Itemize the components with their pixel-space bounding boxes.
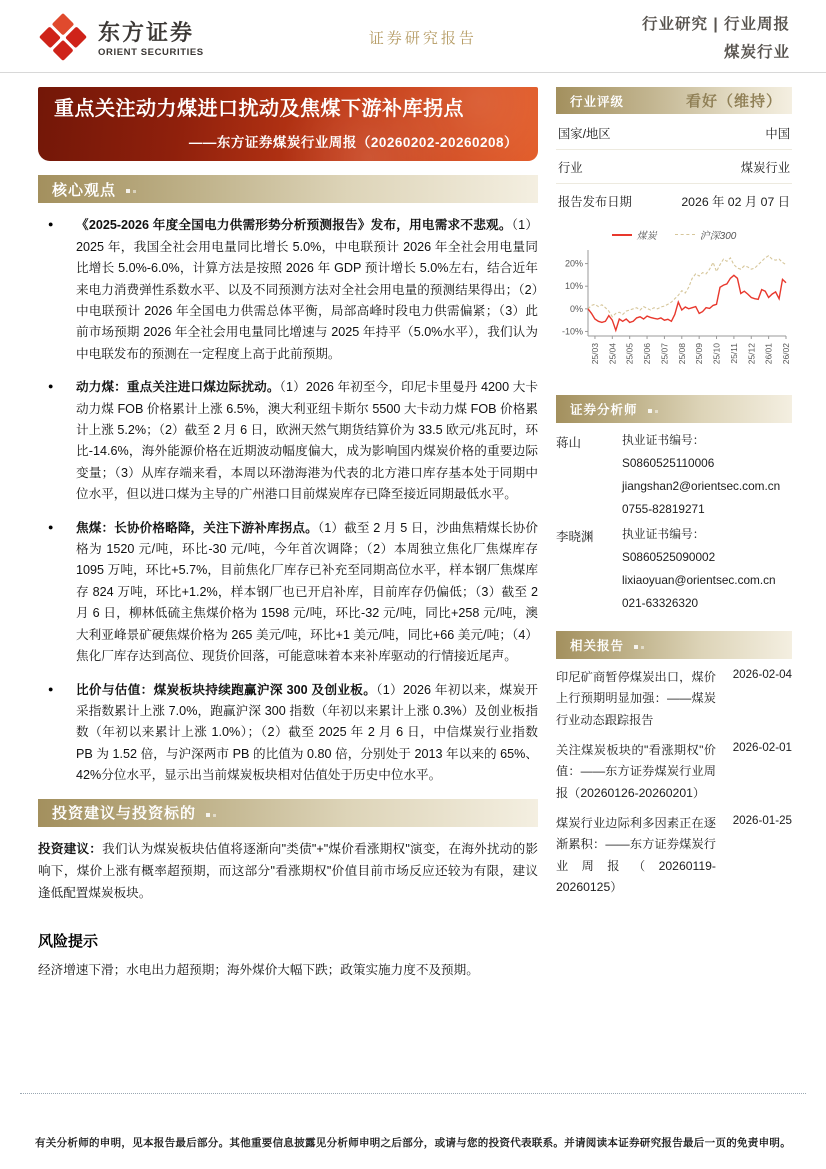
- risk-heading: 风险提示: [38, 932, 99, 950]
- related-report-item[interactable]: [556, 740, 792, 804]
- core-view-label: 核心观点: [52, 181, 117, 199]
- svg-text:20%: 20%: [564, 258, 583, 269]
- svg-text:25/09: 25/09: [694, 343, 705, 365]
- svg-text:25/05: 25/05: [624, 343, 635, 365]
- svg-text:25/12: 25/12: [746, 343, 757, 365]
- svg-text:25/10: 25/10: [711, 343, 722, 365]
- svg-text:25/04: 25/04: [607, 343, 618, 365]
- analyst-cert: 执业证书编号：S0860525090002: [622, 527, 716, 564]
- related-report-date: 2026-02-01: [732, 741, 792, 755]
- related-report-title[interactable]: 印尼矿商暂停煤炭出口，煤价上行预期明显加强：——煤炭行业动态跟踪报告: [556, 670, 716, 727]
- report-category: 行业研究 | 行业周报: [642, 16, 790, 33]
- risk-body: 经济增速下滑；水电出力超预期；海外煤价大幅下跌；政策实施力度不及预期。: [38, 962, 479, 977]
- meta-row: 行业 煤炭行业: [556, 150, 792, 184]
- investment-advice: [38, 838, 538, 904]
- section-ornament-icon: [206, 804, 219, 822]
- analyst-name: 李晓渊: [556, 530, 594, 544]
- investment-advice-label: 投资建议：: [38, 841, 103, 856]
- section-ornament-icon: [634, 636, 647, 654]
- svg-text:-10%: -10%: [561, 326, 583, 337]
- footer-disclaimer: 有关分析师的申明，见本报告最后部分。其他重要信息披露见分析师申明之后部分，或请与您的投资代表联系。并请阅读本证券研究报告最后一页的免责申明。: [35, 1137, 791, 1149]
- page-footer: [20, 1093, 806, 1150]
- svg-text:25/06: 25/06: [642, 343, 653, 365]
- analyst-email[interactable]: jiangshan2@orientsec.com.cn: [622, 479, 781, 493]
- analyst-entry: [556, 523, 792, 615]
- legend-line-icon: [612, 234, 632, 236]
- svg-text:26/01: 26/01: [763, 343, 774, 365]
- analysts-section-header: [556, 395, 792, 423]
- meta-row: 国家/地区 中国: [556, 116, 792, 150]
- analyst-email[interactable]: lixiaoyuan@orientsec.com.cn: [622, 573, 776, 587]
- core-view-section-header: [38, 175, 538, 203]
- analyst-entry: [556, 429, 792, 521]
- svg-text:25/11: 25/11: [728, 343, 739, 364]
- investment-section-label: 投资建议与投资标的: [52, 805, 197, 823]
- analyst-name: 蒋山: [556, 436, 582, 450]
- meta-row: 报告发布日期 2026 年 02 月 07 日: [558, 195, 790, 209]
- investment-section-header: [38, 799, 538, 827]
- section-ornament-icon: [126, 180, 139, 198]
- related-report-date: 2026-02-04: [732, 668, 792, 681]
- legend-item: 煤炭: [612, 227, 657, 242]
- orient-securities-logo: [40, 14, 204, 60]
- logo-cn-text: 东方证券: [98, 20, 195, 45]
- analyst-cert: 执业证书编号：S0860525110006: [622, 433, 715, 470]
- analyst-phone: 0755-82819271: [622, 502, 705, 516]
- logo-en-text: ORIENT SECURITIES: [98, 47, 204, 58]
- core-view-bullet: ● 《2025-2026 年度全国电力供需形势分析预测报告》发布，用电需求不悲观。（1）2025 年，我国全社会用电量同比增长 5.0%，中电联预计 2026 年全社会用电量同比增长 5.0%-6.0%，计算方法是按照 2026 年 GDP 预计增长 5.0%左右，结合近年来电力消费弹性系数水平、以及不同预测方法对全社会用电量的预测结果得出；（2）中电联预计 2026 年全国电力供需总体平衡，局部高峰时段电力供需偏紧；（3）此前市场预期 2026 年全社会用电量同比增速与 2025 年持平（5.0%水平），我们认为中电联发布的预测在一定程度上高于此前预期。: [76, 215, 538, 365]
- industry-rating-label: 行业评级: [570, 94, 625, 109]
- related-report-list: [556, 667, 792, 898]
- core-view-bullet: ● 动力煤：重点关注进口煤边际扰动。（1）2026 年初至今，印尼卡里曼丹 4200 大卡动力煤 FOB 价格累计上涨 6.5%，澳大利亚纽卡斯尔 5500 大卡动力煤 FOB 价格累计上涨 5.2%；（2）截至 2 月 6 日，欧洲天然气期货结算价为 33.5 欧元/兆瓦时，环比-14.6%，海外能源价格在近期波动幅度偏大，成为影响国内煤炭价格的重要边际变量；（3）从库存端来看，本周以环渤海港为代表的北方港口库存基本处于同期中位水平，但以进口煤为主导的广州港口目前煤炭库存已降至接近同期最低水平。: [76, 377, 538, 505]
- report-header: [0, 0, 826, 73]
- report-type-label: 证券研究报告: [368, 29, 477, 47]
- section-ornament-icon: [648, 400, 661, 418]
- svg-text:26/02: 26/02: [781, 343, 791, 365]
- orient-diamond-logo-icon: [40, 14, 86, 60]
- performance-chart: [556, 227, 792, 381]
- report-meta-table: [556, 116, 792, 217]
- analyst-list: [556, 429, 792, 615]
- investment-advice-body: 我们认为煤炭板块估值将逐渐向"类债"+"煤价看涨期权"演变，在海外扰动的影响下，煤价上涨有概率超预期，而这部分"看涨期权"价值目前市场反应还较为有限，建议逢低配置煤炭板块。: [38, 841, 539, 900]
- svg-text:0%: 0%: [569, 303, 583, 314]
- svg-text:25/08: 25/08: [676, 343, 687, 365]
- legend-item: 沪深300: [675, 227, 737, 242]
- related-reports-header: [556, 631, 792, 659]
- svg-text:25/03: 25/03: [589, 343, 600, 365]
- legend-line-icon: [675, 234, 695, 235]
- analyst-phone: 021-63326320: [622, 596, 699, 610]
- related-report-item[interactable]: [556, 813, 792, 898]
- related-report-title[interactable]: 煤炭行业边际利多因素正在逐渐累积：——东方证券煤炭行业周报（20260119-20260125）: [556, 816, 716, 895]
- report-title: 重点关注动力煤进口扰动及焦煤下游补库拐点: [54, 98, 464, 120]
- report-title-banner: [38, 87, 538, 161]
- industry-rating-header: [556, 87, 792, 114]
- report-subtitle: ——东方证券煤炭行业周报（20260202-20260208）: [188, 135, 518, 151]
- core-view-bullet-list: [38, 215, 538, 786]
- svg-text:10%: 10%: [564, 281, 583, 292]
- related-reports-label: 相关报告: [570, 639, 625, 653]
- related-report-item[interactable]: [556, 667, 792, 731]
- industry-name: 煤炭行业: [723, 44, 790, 61]
- related-report-date: 2026-01-25: [732, 814, 792, 828]
- core-view-bullet: ● 焦煤：长协价格略降，关注下游补库拐点。（1）截至 2 月 5 日，沙曲焦精煤长协价格为 1520 元/吨，环比-30 元/吨，今年首次调降；（2）本周独立焦化厂焦煤库存 1095 万吨，环比+5.7%，目前焦化厂库存已补充至同期高位水平，样本钢厂焦煤库存 824 万吨，环比+1.2%，样本钢厂也已开启补库，目前库存仍偏低；（3）截至 2 月 6 日，柳林低硫主焦煤价格为 1598 元/吨，环比-32 元/吨，同比+258 元/吨，澳大利亚峰景矿硬焦煤价格为 265 美元/吨，环比+1 美元/吨，同比+66 美元/吨；（4）焦化厂库存达到高位、现货价回落，可能意味着本来补库驱动的行情接近尾声。: [76, 518, 538, 668]
- line-chart: [556, 244, 792, 376]
- core-view-bullet: ● 比价与估值：煤炭板块持续跑赢沪深 300 及创业板。（1）2026 年初以来，煤炭开采指数累计上涨 7.0%，跑赢沪深 300 指数（年初以来累计上涨 0.3%）及创业板指数（年初以来累计上涨 1.0%）；（2）截至 2025 年 2 月 6 日，中信煤炭行业指数 PB 为 1.52 倍，与沪深两市 PB 的比值为 0.80 倍，分别处于 2013 年以来的 65%、42%分位水平，显示出当前煤炭板块相对估值处于历史中位水平。: [76, 680, 538, 787]
- chart-legend: [556, 227, 792, 242]
- rating-value: 看好（维持）: [685, 93, 782, 110]
- svg-text:25/07: 25/07: [659, 343, 670, 365]
- related-report-title[interactable]: 关注煤炭板块的"看涨期权"价值：——东方证券煤炭行业周报（20260126-20260201）: [556, 743, 716, 800]
- analysts-label: 证券分析师: [570, 403, 638, 417]
